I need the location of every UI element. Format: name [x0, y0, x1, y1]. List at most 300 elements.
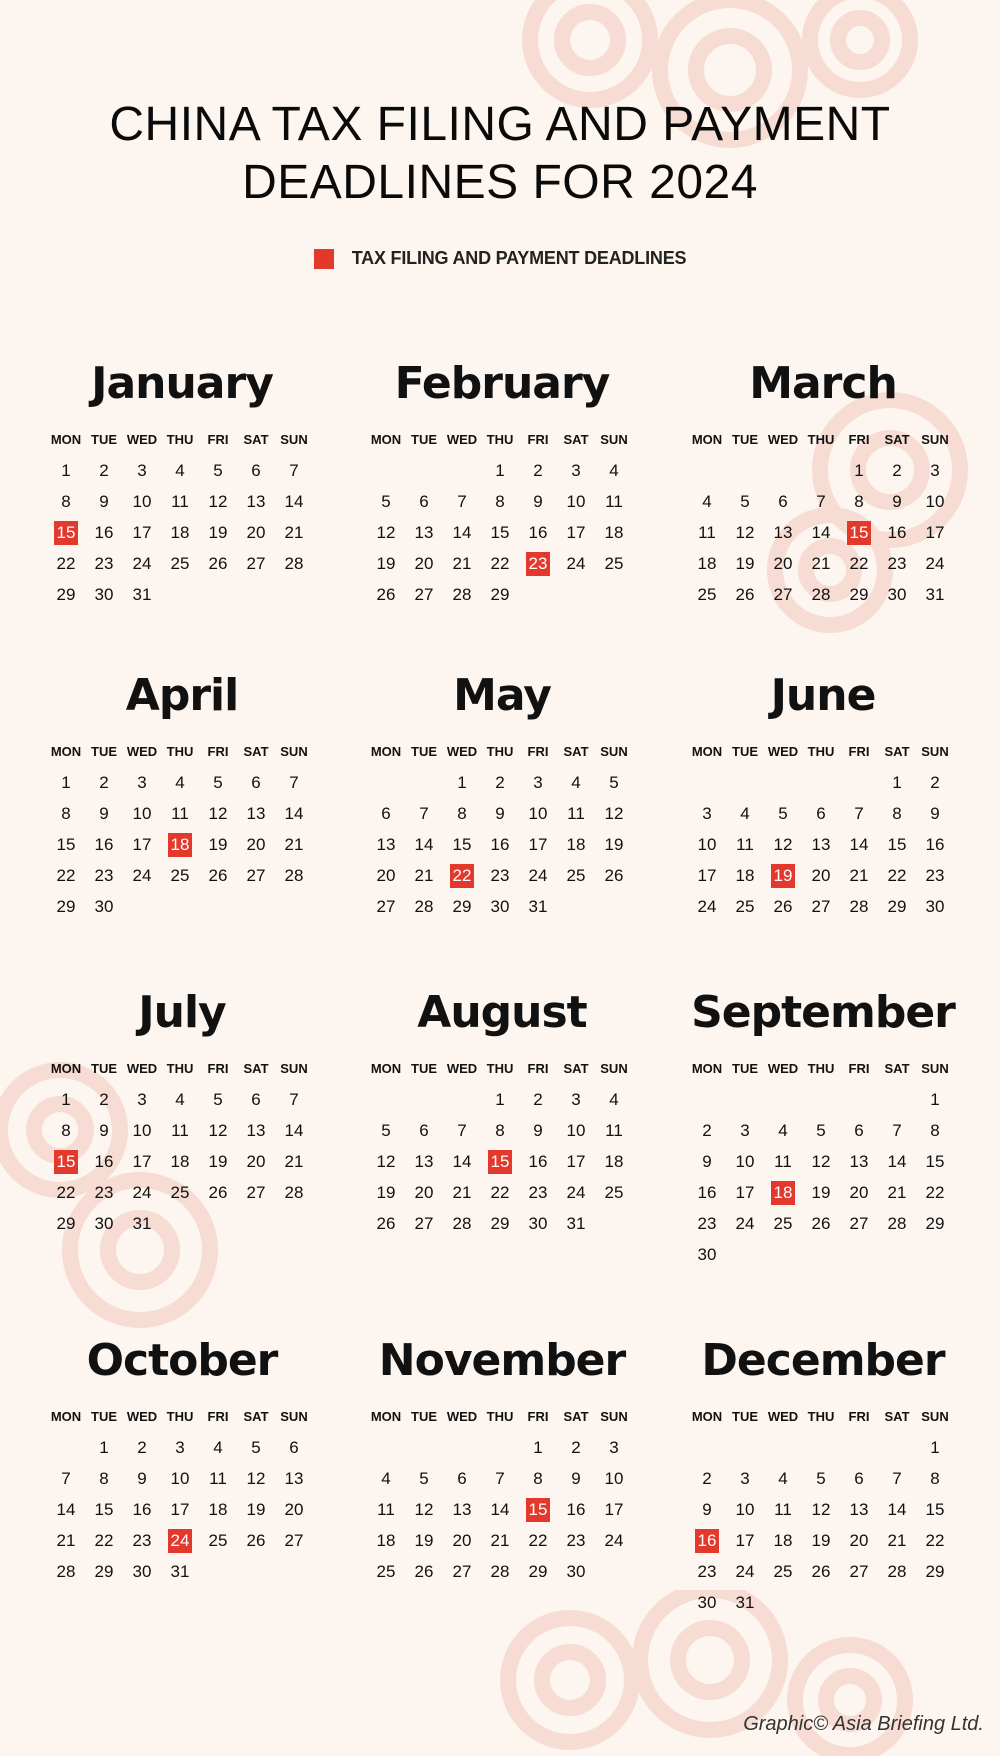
empty-day: [367, 767, 405, 798]
day: 5: [213, 773, 223, 792]
day: 9: [533, 492, 543, 511]
weekday-label: SAT: [243, 744, 269, 759]
weekday-label: SUN: [280, 744, 308, 759]
day: 24: [697, 897, 717, 916]
day: 11: [698, 523, 716, 542]
day: 6: [816, 804, 826, 823]
weekday-label: THU: [807, 1409, 835, 1424]
month-name: August: [417, 987, 587, 1038]
empty-day: [405, 767, 443, 798]
empty-day: [764, 1084, 802, 1115]
day: 22: [56, 554, 76, 573]
day: 9: [137, 1469, 147, 1488]
weekday-label: SUN: [280, 1409, 308, 1424]
empty-day: [367, 1084, 405, 1115]
day: 2: [137, 1438, 147, 1457]
day: 10: [697, 835, 717, 854]
day: 23: [94, 866, 114, 885]
day: 21: [811, 554, 831, 573]
day: 17: [132, 1152, 152, 1171]
day: 20: [849, 1531, 869, 1550]
weekday-label: TUE: [91, 744, 117, 759]
empty-day: [878, 1432, 916, 1463]
day: 9: [99, 492, 109, 511]
weekday-label: MON: [50, 1409, 82, 1424]
day: 20: [246, 835, 266, 854]
day: 1: [99, 1438, 109, 1457]
day: 20: [414, 554, 434, 573]
weekday-label: SAT: [243, 1409, 269, 1424]
day: 24: [735, 1562, 755, 1581]
weekday-label: WED: [126, 1061, 158, 1076]
day: 8: [930, 1121, 940, 1140]
day: 22: [925, 1531, 945, 1550]
day: 16: [94, 1152, 114, 1171]
day: 23: [94, 554, 114, 573]
day: 26: [376, 1214, 396, 1233]
day: 7: [457, 492, 467, 511]
weekday-label: FRI: [527, 1409, 549, 1424]
day: 15: [452, 835, 472, 854]
weekday-header: [367, 1061, 637, 1076]
weekday-header: [367, 432, 637, 447]
empty-day: [726, 1432, 764, 1463]
day: 5: [816, 1469, 826, 1488]
day: 5: [381, 492, 391, 511]
empty-day: [481, 1432, 519, 1463]
weekday-label: SAT: [884, 1409, 910, 1424]
day: 14: [414, 835, 434, 854]
day: 30: [697, 1245, 717, 1264]
day: 24: [566, 554, 586, 573]
day: 4: [175, 1090, 185, 1109]
empty-day: [367, 1432, 405, 1463]
day: 21: [56, 1531, 76, 1550]
day: 4: [571, 773, 581, 792]
empty-day: [840, 1084, 878, 1115]
day: 12: [414, 1500, 434, 1519]
day: 24: [925, 554, 945, 573]
day: 9: [99, 1121, 109, 1140]
day: 1: [533, 1438, 543, 1457]
day: 6: [854, 1469, 864, 1488]
day: 26: [414, 1562, 434, 1581]
weekday-label: FRI: [207, 432, 229, 447]
day: 18: [208, 1500, 228, 1519]
day: 20: [414, 1183, 434, 1202]
day: 13: [246, 804, 266, 823]
weekday-label: THU: [807, 432, 835, 447]
day: 3: [533, 773, 543, 792]
day: 23: [94, 1183, 114, 1202]
weekday-label: SAT: [243, 432, 269, 447]
day: 16: [528, 1152, 548, 1171]
day: 31: [735, 1593, 755, 1612]
weekday-label: MON: [691, 1409, 723, 1424]
day: 5: [419, 1469, 429, 1488]
day: 8: [495, 1121, 505, 1140]
day: 30: [490, 897, 510, 916]
weekday-label: SUN: [921, 432, 949, 447]
day: 14: [284, 1121, 304, 1140]
weekday-label: WED: [767, 432, 799, 447]
weekday-header: [688, 744, 958, 759]
month-may: [367, 668, 637, 922]
weekday-label: MON: [50, 744, 82, 759]
month-name: June: [770, 670, 876, 721]
day: 18: [566, 835, 586, 854]
day: 25: [735, 897, 755, 916]
credit-text: Graphic© Asia Briefing Ltd.: [743, 1713, 984, 1735]
month-september: [688, 985, 958, 1270]
day: 9: [533, 1121, 543, 1140]
day: 26: [811, 1214, 831, 1233]
day: 23: [925, 866, 945, 885]
day: 21: [887, 1183, 907, 1202]
day: 22: [56, 1183, 76, 1202]
empty-day: [443, 455, 481, 486]
day: 14: [490, 1500, 510, 1519]
day: 8: [457, 804, 467, 823]
day: 7: [289, 773, 299, 792]
weekday-header: [47, 1061, 317, 1076]
empty-day: [726, 1084, 764, 1115]
day: 4: [740, 804, 750, 823]
day: 22: [94, 1531, 114, 1550]
day: 16: [528, 523, 548, 542]
page-title: [0, 96, 1000, 212]
day: 29: [56, 897, 76, 916]
day: 7: [289, 1090, 299, 1109]
empty-day: [726, 455, 764, 486]
day: 4: [778, 1469, 788, 1488]
day: 9: [702, 1152, 712, 1171]
day: 16: [697, 1183, 717, 1202]
day: 20: [452, 1531, 472, 1550]
day: 31: [132, 585, 152, 604]
day: 19: [208, 523, 228, 542]
empty-day: [764, 455, 802, 486]
empty-day: [802, 1432, 840, 1463]
day: 13: [246, 492, 266, 511]
month-july: [47, 985, 317, 1239]
empty-day: [840, 1432, 878, 1463]
day: 29: [94, 1562, 114, 1581]
day: 12: [811, 1500, 831, 1519]
weekday-label: WED: [767, 1061, 799, 1076]
day: 23: [132, 1531, 152, 1550]
weekday-label: TUE: [732, 1409, 758, 1424]
day: 8: [495, 492, 505, 511]
day: 15: [925, 1500, 945, 1519]
weekday-label: SAT: [563, 432, 589, 447]
day: 19: [604, 835, 624, 854]
day: 7: [892, 1469, 902, 1488]
day: 3: [930, 461, 940, 480]
month-december: [688, 1333, 958, 1618]
day: 2: [702, 1469, 712, 1488]
month-august: [367, 985, 637, 1239]
weekday-label: FRI: [848, 1061, 870, 1076]
day: 17: [566, 1152, 586, 1171]
day: 6: [251, 773, 261, 792]
day: 6: [381, 804, 391, 823]
weekday-label: MON: [50, 1061, 82, 1076]
weekday-label: TUE: [411, 432, 437, 447]
day: 22: [490, 1183, 510, 1202]
day: 13: [284, 1469, 304, 1488]
day: 12: [604, 804, 624, 823]
day: 22: [56, 866, 76, 885]
day: 20: [773, 554, 793, 573]
day: 18: [604, 1152, 624, 1171]
day: 10: [132, 804, 152, 823]
title-line-2: DEADLINES FOR 2024: [242, 156, 758, 209]
day: 21: [452, 554, 472, 573]
day-grid: [367, 767, 637, 922]
deadline-day: 18: [161, 829, 199, 860]
month-march: [688, 356, 958, 610]
day: 27: [849, 1214, 869, 1233]
day: 27: [414, 585, 434, 604]
empty-day: [443, 1084, 481, 1115]
day-grid: [47, 767, 317, 922]
day: 10: [528, 804, 548, 823]
deadline-day: 19: [764, 860, 802, 891]
day: 8: [61, 804, 71, 823]
day: 18: [376, 1531, 396, 1550]
empty-day: [443, 1432, 481, 1463]
weekday-label: THU: [807, 1061, 835, 1076]
weekday-label: TUE: [732, 744, 758, 759]
day: 31: [170, 1562, 190, 1581]
day: 17: [528, 835, 548, 854]
day: 6: [289, 1438, 299, 1457]
day: 8: [61, 492, 71, 511]
deadline-day: 15: [47, 1146, 85, 1177]
day: 10: [566, 492, 586, 511]
day: 24: [132, 1183, 152, 1202]
weekday-label: TUE: [732, 1061, 758, 1076]
day: 17: [735, 1531, 755, 1550]
day: 23: [887, 554, 907, 573]
day: 2: [99, 461, 109, 480]
day: 3: [137, 461, 147, 480]
day: 10: [735, 1500, 755, 1519]
day: 30: [887, 585, 907, 604]
day: 14: [452, 1152, 472, 1171]
day: 4: [609, 461, 619, 480]
day: 19: [811, 1531, 831, 1550]
empty-day: [878, 1084, 916, 1115]
day: 14: [56, 1500, 76, 1519]
day: 19: [208, 835, 228, 854]
day: 18: [604, 523, 624, 542]
day: 21: [284, 1152, 304, 1171]
day: 28: [56, 1562, 76, 1581]
day: 11: [774, 1500, 792, 1519]
day: 1: [854, 461, 864, 480]
day: 27: [246, 554, 266, 573]
day: 30: [697, 1593, 717, 1612]
day: 7: [419, 804, 429, 823]
day: 3: [571, 1090, 581, 1109]
day: 28: [887, 1214, 907, 1233]
weekday-label: SUN: [600, 432, 628, 447]
day: 25: [773, 1214, 793, 1233]
day: 14: [887, 1500, 907, 1519]
weekday-label: WED: [446, 744, 478, 759]
day: 21: [490, 1531, 510, 1550]
weekday-label: SUN: [600, 744, 628, 759]
day: 11: [567, 804, 585, 823]
weekday-label: TUE: [411, 1061, 437, 1076]
day: 2: [702, 1121, 712, 1140]
day: 13: [849, 1500, 869, 1519]
day: 17: [604, 1500, 624, 1519]
day: 6: [419, 492, 429, 511]
month-name: November: [378, 1335, 626, 1386]
weekday-label: FRI: [527, 744, 549, 759]
weekday-label: FRI: [848, 1409, 870, 1424]
day: 28: [284, 866, 304, 885]
day: 13: [246, 1121, 266, 1140]
day: 3: [571, 461, 581, 480]
day: 12: [811, 1152, 831, 1171]
day: 15: [887, 835, 907, 854]
empty-day: [688, 1084, 726, 1115]
day: 18: [170, 523, 190, 542]
day: 5: [609, 773, 619, 792]
day: 14: [887, 1152, 907, 1171]
day: 24: [604, 1531, 624, 1550]
day: 10: [604, 1469, 624, 1488]
day: 14: [284, 492, 304, 511]
day: 27: [414, 1214, 434, 1233]
month-october: [47, 1333, 317, 1587]
day: 29: [925, 1562, 945, 1581]
weekday-label: SUN: [280, 1061, 308, 1076]
day: 22: [849, 554, 869, 573]
day: 26: [246, 1531, 266, 1550]
day: 18: [170, 1152, 190, 1171]
day: 2: [930, 773, 940, 792]
day: 7: [816, 492, 826, 511]
day: 10: [925, 492, 945, 511]
day: 8: [533, 1469, 543, 1488]
day: 29: [490, 585, 510, 604]
day: 11: [171, 804, 189, 823]
day: 18: [735, 866, 755, 885]
weekday-label: THU: [486, 432, 514, 447]
day: 21: [284, 835, 304, 854]
weekday-label: SAT: [884, 432, 910, 447]
day-grid: [688, 767, 958, 922]
day-grid: [688, 1432, 958, 1618]
day: 25: [604, 554, 624, 573]
weekday-label: FRI: [848, 744, 870, 759]
weekday-label: SAT: [243, 1061, 269, 1076]
day: 4: [778, 1121, 788, 1140]
day-grid: [367, 1084, 637, 1239]
weekday-label: THU: [486, 744, 514, 759]
day: 17: [925, 523, 945, 542]
day: 1: [457, 773, 467, 792]
empty-day: [802, 455, 840, 486]
deadline-day: 15: [47, 517, 85, 548]
legend: [0, 248, 1000, 269]
day: 30: [132, 1562, 152, 1581]
day: 18: [773, 1531, 793, 1550]
deadline-day: 18: [764, 1177, 802, 1208]
day: 6: [457, 1469, 467, 1488]
day: 1: [61, 1090, 71, 1109]
day: 31: [528, 897, 548, 916]
day: 30: [94, 897, 114, 916]
day: 9: [702, 1500, 712, 1519]
day: 26: [735, 585, 755, 604]
empty-day: [688, 767, 726, 798]
day: 26: [208, 1183, 228, 1202]
day: 28: [811, 585, 831, 604]
empty-day: [405, 455, 443, 486]
day: 15: [925, 1152, 945, 1171]
weekday-header: [367, 1409, 637, 1424]
day: 13: [414, 523, 434, 542]
weekday-label: MON: [691, 744, 723, 759]
day: 11: [171, 1121, 189, 1140]
day: 7: [457, 1121, 467, 1140]
day-grid: [47, 1084, 317, 1239]
legend-swatch: [314, 249, 334, 269]
day: 24: [566, 1183, 586, 1202]
day: 1: [930, 1438, 940, 1457]
day: 25: [208, 1531, 228, 1550]
day: 6: [778, 492, 788, 511]
weekday-label: SUN: [600, 1061, 628, 1076]
day: 13: [376, 835, 396, 854]
day: 29: [849, 585, 869, 604]
day: 4: [175, 461, 185, 480]
day: 8: [61, 1121, 71, 1140]
day: 21: [414, 866, 434, 885]
day: 12: [376, 523, 396, 542]
day: 16: [490, 835, 510, 854]
month-name: July: [138, 987, 226, 1038]
day: 23: [697, 1214, 717, 1233]
empty-day: [688, 455, 726, 486]
day: 24: [735, 1214, 755, 1233]
month-january: [47, 356, 317, 610]
day: 21: [284, 523, 304, 542]
day: 12: [208, 1121, 228, 1140]
day: 1: [61, 461, 71, 480]
empty-day: [405, 1084, 443, 1115]
empty-day: [840, 767, 878, 798]
weekday-label: THU: [166, 432, 194, 447]
day: 11: [736, 835, 754, 854]
day: 12: [246, 1469, 266, 1488]
day: 4: [702, 492, 712, 511]
empty-day: [47, 1432, 85, 1463]
day: 30: [528, 1214, 548, 1233]
day: 9: [495, 804, 505, 823]
weekday-label: FRI: [527, 432, 549, 447]
day: 5: [740, 492, 750, 511]
day: 30: [925, 897, 945, 916]
day: 6: [251, 1090, 261, 1109]
day: 13: [849, 1152, 869, 1171]
